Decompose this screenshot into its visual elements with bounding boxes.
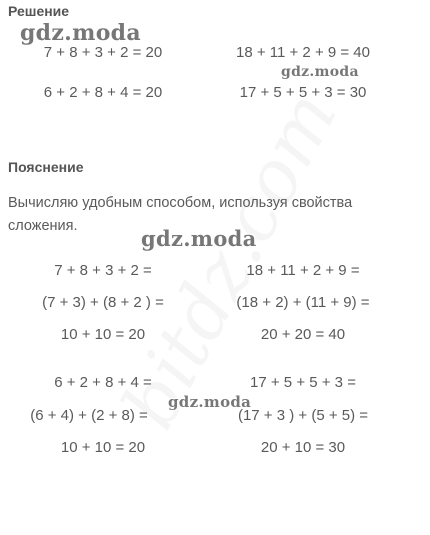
block1-right-line-1: 18 + 11 + 2 + 9 = [246, 262, 360, 279]
block1-left-line-1: 7 + 8 + 3 + 2 = [54, 262, 152, 279]
watermark-logo-1: gdz.moda [20, 20, 141, 46]
explanation-heading: Пояснение [8, 159, 84, 175]
block2-right-line-1: 17 + 5 + 5 + 3 = [250, 374, 356, 391]
solution-left-2: 6 + 2 + 8 + 4 = 20 [43, 84, 163, 101]
block1-right-line-3: 20 + 20 = 40 [260, 326, 346, 343]
block2-left-line-1: 6 + 2 + 8 + 4 = [54, 374, 152, 391]
block2-left-line-2: (6 + 4) + (2 + 8) = [30, 407, 148, 424]
block2-right-line-2: (17 + 3 ) + (5 + 5) = [237, 407, 369, 424]
block1-left-line-2: (7 + 3) + (8 + 2 ) = [42, 294, 164, 311]
watermark-logo-4: gdz.moda [168, 393, 252, 411]
block1-right-line-2: (18 + 2) + (11 + 9) = [236, 294, 370, 311]
solution-heading: Решение [8, 3, 70, 19]
block1-left-line-3: 10 + 10 = 20 [60, 326, 146, 343]
watermark-logo-3: gdz.moda [141, 226, 257, 251]
explanation-text: Вычисляю удобным способом, используя свойства сложения. [8, 195, 353, 234]
solution-right-1: 18 + 11 + 2 + 9 = 40 [235, 44, 370, 61]
block2-right-line-3: 20 + 10 = 30 [260, 439, 346, 456]
solution-right-2: 17 + 5 + 5 + 3 = 30 [239, 84, 367, 101]
watermark-logo-2: gdz.moda [281, 64, 359, 80]
solution-left-1: 7 + 8 + 3 + 2 = 20 [43, 44, 163, 61]
block2-left-line-3: 10 + 10 = 20 [60, 439, 146, 456]
